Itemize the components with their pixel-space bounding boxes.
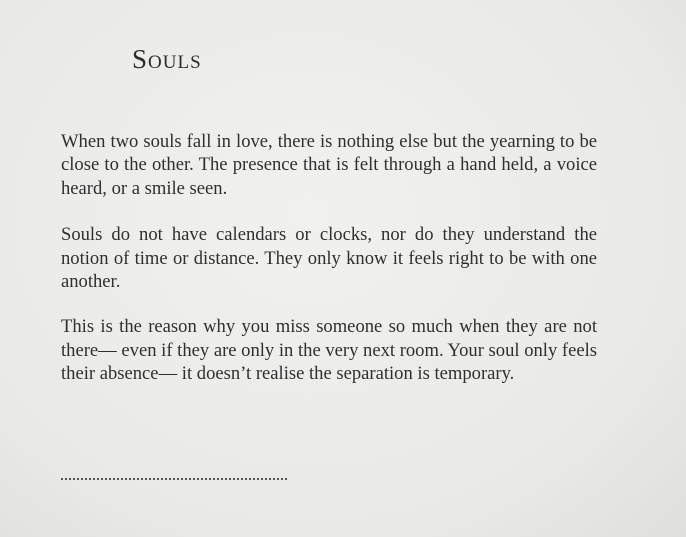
poem-title: Souls	[132, 44, 202, 74]
dotted-divider	[61, 478, 287, 480]
poem-body	[61, 130, 597, 409]
paragraph-3: This is the reason why you miss someone so much when they are not there— even if they are only in the very next room. Your soul only feels their absence— it doesn’t realise the separation is temporary.	[61, 316, 597, 385]
paragraph-1: When two souls fall in love, there is nothing else but the yearning to be close to the other. The presence that is felt through a hand held, a voice heard, or a smile seen.	[61, 131, 597, 199]
paragraph-2: Souls do not have calendars or clocks, nor do they understand the notion of time or distance. They only know it feels right to be with one another.	[61, 224, 597, 293]
